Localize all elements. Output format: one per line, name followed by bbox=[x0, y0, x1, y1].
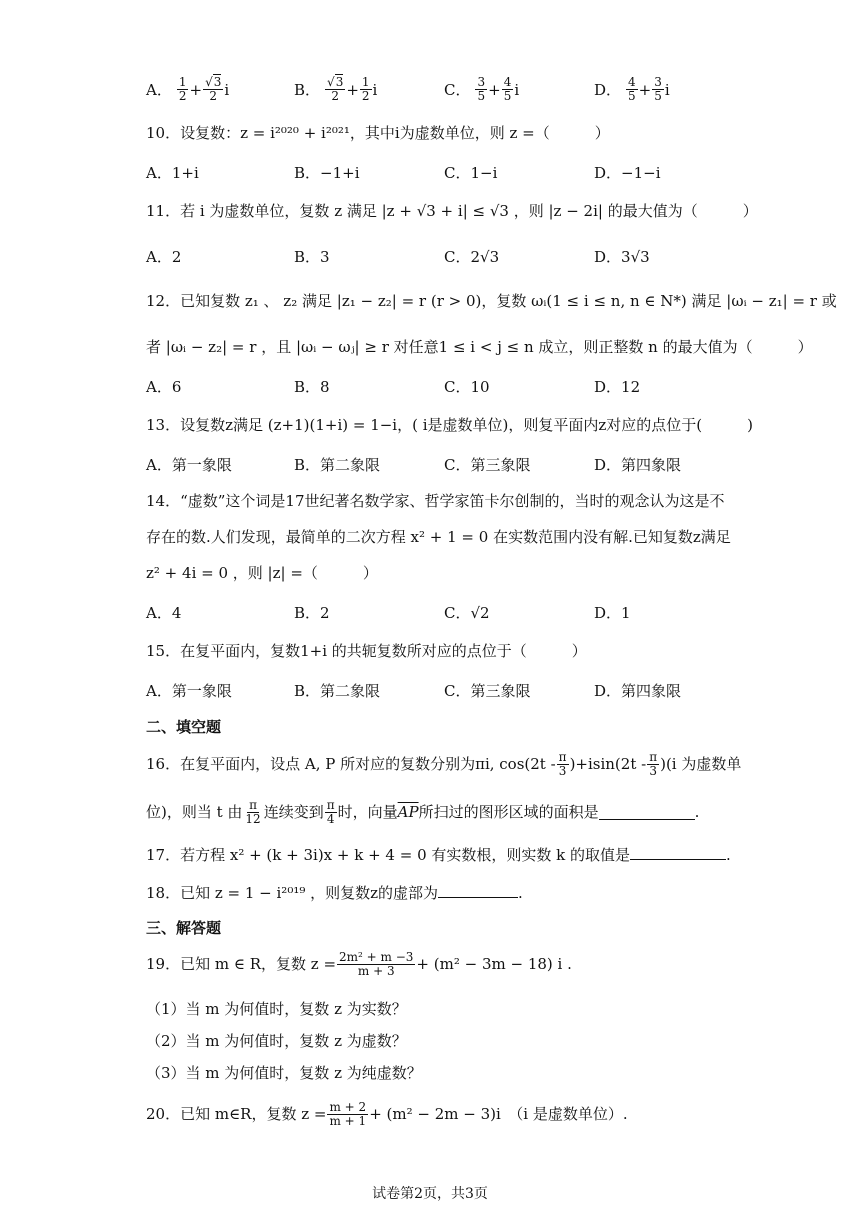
q15-option-c: C．第三象限 bbox=[444, 682, 531, 700]
q10-option-a: A．1+i bbox=[146, 164, 199, 182]
q10-stem: 10．设复数：z = i²⁰²⁰ + i²⁰²¹，其中i为虚数单位，则 z =（ ） bbox=[146, 124, 610, 142]
q12-option-a: A．6 bbox=[146, 378, 182, 396]
q19-part1: （1）当 m 为何值时，复数 z 为实数？ bbox=[146, 1000, 407, 1018]
q15-option-b: B．第二象限 bbox=[294, 682, 381, 700]
q16-frac-pi-3-b: $\frac{\pi}{3}$ bbox=[649, 749, 658, 778]
q16-stem-line1: 16．在复平面内，设点 A, P 所对应的复数分别为πi, cos(2t - $\frac{\pi}{3}$ )+isin(2t - $\frac{\pi}{3}$ )(i 为虚数单 bbox=[146, 749, 742, 778]
q12-stem-line2: 者 |ωᵢ − z₂| = r ，且 |ωᵢ − ωⱼ| ≥ r 对任意1 ≤ i < j ≤ n 成立，则正整数 n 的最大值为（ ） bbox=[146, 338, 813, 356]
q9-options bbox=[146, 76, 746, 106]
q15-stem: 15．在复平面内，复数1+i 的共轭复数所对应的点位于（ ） bbox=[146, 642, 587, 660]
q18-answer-blank[interactable] bbox=[438, 883, 518, 898]
q13-option-b: B．第二象限 bbox=[294, 456, 381, 474]
q14-stem-line2: 存在的数.人们发现，最简单的二次方程 x² + 1 = 0 在实数范围内没有解.已知复数z满足 bbox=[146, 528, 731, 546]
q10-option-b: B．−1+i bbox=[294, 164, 360, 182]
q11-option-a: A．2 bbox=[146, 248, 182, 266]
q17-answer-blank[interactable] bbox=[630, 845, 726, 860]
q11-option-d: D．3√3 bbox=[594, 248, 650, 266]
q12-option-c: C．10 bbox=[444, 378, 490, 396]
q19-fraction: $\frac{\text{2m² + m −3}}{m + 3}$ bbox=[339, 949, 414, 978]
q11-option-b: B．3 bbox=[294, 248, 330, 266]
q10-option-d: D．−1−i bbox=[594, 164, 661, 182]
q9-option-b: B． $\frac{√3}{2}$ + $\frac{1}{2}$ i bbox=[294, 75, 378, 103]
q13-option-c: C．第三象限 bbox=[444, 456, 531, 474]
q14-option-c: C．√2 bbox=[444, 604, 490, 622]
q11-options bbox=[146, 246, 746, 276]
q13-option-a: A．第一象限 bbox=[146, 456, 232, 474]
q12-stem-line1: 12．已知复数 z₁ 、 z₂ 满足 |z₁ − z₂| = r (r > 0)，复数 ωᵢ(1 ≤ i ≤ n, n ∈ N*) 满足 |ωᵢ − z₁| = r 或 bbox=[146, 292, 837, 310]
q20-fraction: $\frac{m + 2}{m + 1}$ bbox=[329, 1099, 367, 1128]
q12-options bbox=[146, 376, 746, 406]
q16-frac-pi-4: $\frac{\pi}{4}$ bbox=[326, 797, 335, 826]
q13-option-d: D．第四象限 bbox=[594, 456, 682, 474]
q12-option-d: D．12 bbox=[594, 378, 641, 396]
q9-option-c: C． $\frac{3}{5}$ + $\frac{4}{5}$ i bbox=[444, 75, 520, 103]
q18-stem: 18．已知 z = 1 − i²⁰¹⁹ ，则复数z的虚部为 . bbox=[146, 884, 523, 902]
q13-options bbox=[146, 454, 746, 484]
q10-options bbox=[146, 162, 746, 192]
q16-frac-pi-3-a: $\frac{\pi}{3}$ bbox=[558, 749, 567, 778]
q16-answer-blank[interactable] bbox=[599, 805, 695, 820]
q14-option-a: A．4 bbox=[146, 604, 182, 622]
q17-stem: 17．若方程 x² + (k + 3i)x + k + 4 = 0 有实数根，则实数 k 的取值是 . bbox=[146, 846, 731, 864]
q10-option-c: C．1−i bbox=[444, 164, 498, 182]
q15-option-d: D．第四象限 bbox=[594, 682, 682, 700]
q15-option-a: A．第一象限 bbox=[146, 682, 232, 700]
q14-option-d: D．1 bbox=[594, 604, 631, 622]
section-fill-in-heading: 二、填空题 bbox=[146, 718, 222, 736]
q20-stem: 20．已知 m∈R，复数 z = $\frac{m + 2}{m + 1}$ + (m² − 2m − 3)i （i 是虚数单位）. bbox=[146, 1099, 628, 1128]
q14-options bbox=[146, 602, 746, 632]
q11-option-c: C．2√3 bbox=[444, 248, 500, 266]
q19-part3: （3）当 m 为何值时，复数 z 为纯虚数？ bbox=[146, 1064, 422, 1082]
section-solve-heading: 三、解答题 bbox=[146, 919, 222, 937]
q16-frac-pi-12: $\frac{\pi}{12}$ bbox=[245, 797, 261, 826]
q12-option-b: B．8 bbox=[294, 378, 330, 396]
page-footer: 试卷第2页，共3页 bbox=[372, 1186, 488, 1202]
q14-stem-line1: 14．“虚数”这个词是17世纪著名数学家、哲学家笛卡尔创制的，当时的观念认为这是不 bbox=[146, 492, 725, 510]
q15-options bbox=[146, 680, 746, 710]
q14-stem-line3: z² + 4i = 0 ，则 |z| =（ ） bbox=[146, 564, 378, 582]
q11-stem: 11．若 i 为虚数单位，复数 z 满足 |z + √3 + i| ≤ √3 ，则 |z − 2i| 的最大值为（ ） bbox=[146, 202, 758, 220]
q19-part2: （2）当 m 为何值时，复数 z 为虚数？ bbox=[146, 1032, 407, 1050]
q19-stem: 19．已知 m ∈ R，复数 z = $\frac{\text{2m² + m −3}}{m + 3}$ + (m² − 3m − 18) i . bbox=[146, 949, 572, 978]
q9-option-a: A． $\frac{1}{2}$ + $\frac{√3}{2}$ i bbox=[146, 75, 230, 103]
q16-vector-ap: $\overline{AP}$ bbox=[397, 803, 419, 821]
q9-option-d: D． $\frac{4}{5}$ + $\frac{3}{5}$ i bbox=[594, 75, 670, 103]
q14-option-b: B．2 bbox=[294, 604, 330, 622]
q13-stem: 13．设复数z满足 (z+1)(1+i) = 1−i，( i是虚数单位)，则复平面内z对应的点位于( ) bbox=[146, 416, 753, 434]
q16-stem-line2: 位)，则当 t 由 $\frac{\pi}{12}$ 连续变到 $\frac{\pi}{4}$ 时，向量 $\overline{AP}$ 所扫过的图形区域的面积是 . bbox=[146, 797, 700, 826]
